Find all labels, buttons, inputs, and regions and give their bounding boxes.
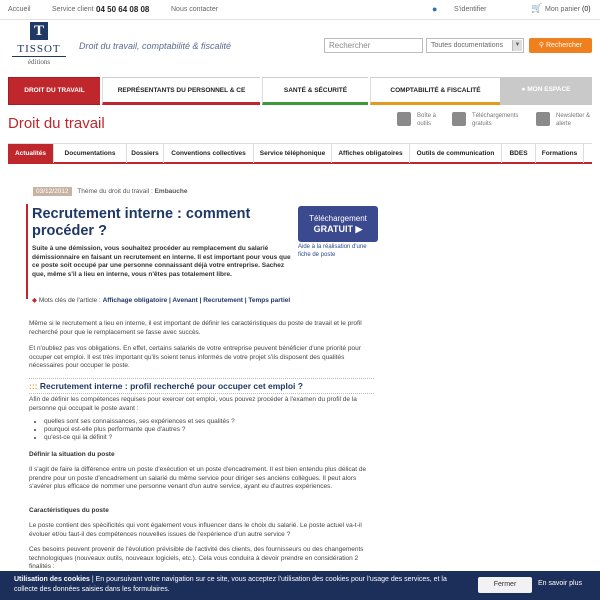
cookie-banner: [0, 571, 600, 600]
tab-actualites[interactable]: Actualités: [8, 144, 54, 163]
user-icon[interactable]: ●: [432, 4, 438, 14]
sub-nav: [8, 143, 592, 164]
paragraph-3: Afin de définir les compétences requises pour exercer cet emploi, vous pouvez procéder à l'examen du profil de la personne qui occupait le poste avant :: [29, 396, 357, 412]
paragraph-5: Le poste contient des spécificités qui vont également vous influencer dans le choix du salarié. Le poste actuel va-t-il évoluer et/ou faut-il des compétences nouvelles issues de l'expérience d'un autre service ?: [29, 522, 362, 538]
service-label: Service client: [52, 6, 94, 13]
list-item: • quelles sont ses connaissances, ses expériences et ses qualités ?: [44, 418, 235, 426]
tab-conventions[interactable]: Conventions collectives: [164, 144, 254, 163]
phone-number: 04 50 64 08 08: [96, 5, 150, 14]
tool-label: Boîte à outils: [417, 113, 437, 127]
download-caption[interactable]: Aide à la réalisation d'une fiche de poste: [298, 244, 367, 258]
cookie-text: [14, 575, 464, 595]
keywords-label: Mots clés de l'article :: [38, 297, 101, 304]
download-line2-wrap: [298, 224, 378, 235]
heading-marker: :::: [29, 381, 38, 391]
logo-mark: T: [30, 22, 48, 40]
cookie-body: | En poursuivant votre navigation sur ce site, vous acceptez l'utilisation des cookies pour l'usage des services, et la collecte des données saisies dans les formulaires.: [14, 576, 447, 593]
article-date: 03/12/2012: [33, 187, 72, 196]
criteria-list: [44, 418, 235, 442]
user-icon: ●: [521, 86, 526, 93]
theme-value[interactable]: Embauche: [154, 188, 188, 195]
select-value: Toutes documentations: [431, 42, 503, 49]
main-nav: [8, 77, 592, 105]
toolbox-icon: [397, 112, 411, 126]
tab-dossiers[interactable]: Dossiers: [127, 144, 164, 163]
cart-count: (0): [582, 6, 591, 13]
tab-service-telephonique[interactable]: Service téléphonique: [254, 144, 332, 163]
search-button-label: Rechercher: [545, 42, 583, 49]
chevron-down-icon: ▼: [512, 40, 522, 51]
subheading-caracteristiques: Caractéristiques du poste: [29, 507, 109, 514]
logo-name: TISSOT: [17, 43, 61, 55]
page-title: Droit du travail: [8, 115, 105, 132]
download-line1: Téléchargement: [309, 214, 367, 223]
keywords: [32, 296, 290, 304]
cookie-close-button[interactable]: Fermer: [478, 577, 532, 593]
tagline: Droit du travail, comptabilité & fiscalité: [79, 41, 232, 51]
paragraph-1: Même si le recrutement a lieu en interne, il est important de définir les caractéristiques du poste de travail et le profil recherché pour que le remplacement se fasse avec succès.: [29, 320, 362, 336]
tag-icon: ◆: [32, 297, 37, 304]
tool-label: Téléchargements gratuits: [472, 113, 519, 127]
article-title: Recrutement interne : comment procéder ?: [32, 206, 251, 239]
documentation-select[interactable]: [426, 38, 524, 53]
list-item: • qu'est-ce qui la définit ?: [44, 434, 235, 442]
tab-affiches[interactable]: Affiches obligatoires: [332, 144, 410, 163]
article-lead: Suite à une démission, vous souhaitez procéder au remplacement du salarié démissionnaire en faisant un recrutement en interne. Il est important pour vous que ce poste soit occupé par une personne connaissant déjà votre entreprise. Sachez que, même s'il a lieu en interne, vous n'êtes pas totalement libre.: [32, 245, 291, 278]
search-button[interactable]: [529, 38, 592, 53]
logo[interactable]: [12, 22, 66, 68]
search-input[interactable]: Rechercher: [324, 38, 423, 53]
nav-mon-espace-label: MON ESPACE: [527, 86, 571, 93]
nav-mon-espace[interactable]: [500, 77, 592, 105]
subheading-situation: Définir la situation du poste: [29, 451, 115, 458]
identify-link[interactable]: S'identifier: [454, 6, 487, 13]
cookie-title: Utilisation des cookies: [14, 576, 90, 583]
tab-formations[interactable]: Formations: [536, 144, 584, 163]
title-accent-bar: [26, 204, 28, 299]
cart-link[interactable]: Mon panier: [545, 6, 581, 13]
cookie-more-link[interactable]: En savoir plus: [538, 580, 582, 587]
section-heading-text: Recrutement interne : profil recherché pour occuper cet emploi ?: [39, 381, 303, 391]
download-line2: GRATUIT: [313, 224, 353, 234]
tab-documentations[interactable]: Documentations: [54, 144, 127, 163]
nav-sante-securite[interactable]: SANTÉ & SÉCURITÉ: [262, 77, 368, 105]
paragraph-6: Ces besoins peuvent provenir de l'évolution prévisible de l'activité des clients, des fournisseurs ou des changements technologiques (nouveaux outils, nouveaux logiciels, etc.). Cela vous conduira à devoir prendre en considération 2 finalités :: [29, 546, 364, 570]
cart-icon[interactable]: 🛒: [531, 3, 543, 13]
header: [0, 20, 600, 72]
tool-label: Newsletter & alerte: [556, 113, 591, 127]
paragraph-4: Il s'agit de faire la différence entre un poste d'exécution et un poste d'encadrement. Il est bien entendu plus délicat de prendre pour un poste d'encadrement un salarié du même service pour diriger ses anciens collègues. Il peut alors s'avérer plus efficace de nommer une personne venant d'un autre service, ayant eu d'autres expériences.: [29, 466, 367, 490]
tab-bdes[interactable]: BDES: [502, 144, 536, 163]
article-meta: [33, 188, 187, 195]
download-button[interactable]: [298, 206, 378, 242]
top-bar: [0, 0, 600, 20]
contact-link[interactable]: Nous contacter: [171, 6, 219, 13]
list-item: • pourquoi est-elle plus performante que d'autres ?: [44, 426, 235, 434]
tab-outils-communication[interactable]: Outils de communication: [410, 144, 502, 163]
arrow-right-icon: ▶: [355, 224, 363, 234]
download-icon: [452, 112, 466, 126]
logo-subtitle: éditions: [12, 56, 66, 66]
section-heading: [29, 378, 374, 394]
search-icon: ⚲: [538, 42, 544, 49]
home-link[interactable]: Accueil: [8, 6, 31, 13]
newsletter-icon: [536, 112, 550, 126]
nav-comptabilite[interactable]: COMPTABILITÉ & FISCALITÉ: [370, 77, 500, 105]
paragraph-2: Et n'oubliez pas vos obligations. En effet, certains salariés de votre entreprise peuvent bénéficier d'une priorité pour occuper cet emploi. Il est très important qu'ils soient tenus informés de votre projet s'ils disposent des qualités nécessaires pour occuper le poste.: [29, 345, 361, 369]
theme-label: Thème du droit du travail :: [77, 188, 153, 195]
nav-droit-du-travail[interactable]: DROIT DU TRAVAIL: [8, 77, 100, 105]
keywords-list[interactable]: Affichage obligatoire | Avenant | Recrutement | Temps partiel: [102, 297, 291, 304]
nav-representants[interactable]: REPRÉSENTANTS DU PERSONNEL & CE: [102, 77, 260, 105]
